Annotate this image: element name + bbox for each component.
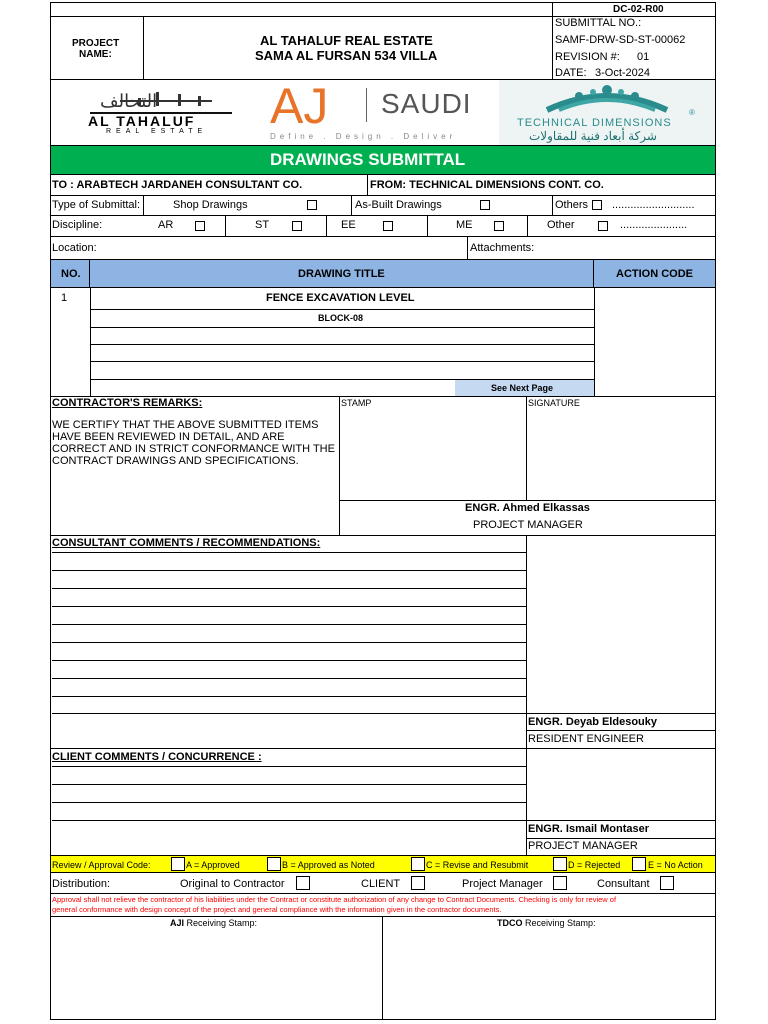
discipline-me-label: ME [456, 219, 473, 231]
dist-consultant-label: Consultant [597, 878, 650, 890]
discipline-other-label: Other [547, 219, 575, 231]
contractor-engineer-name: ENGR. Ahmed Elkassas [465, 502, 590, 514]
al-tahaluf-name: AL TAHALUF [88, 113, 196, 129]
tdco-label-bold: TDCO [497, 918, 523, 928]
client-line-3 [52, 802, 526, 803]
discipline-ar-label: AR [158, 219, 174, 231]
attachments-label: Attachments: [470, 242, 535, 254]
contractor-engineer-role: PROJECT MANAGER [473, 519, 583, 531]
discipline-other-checkbox[interactable] [598, 221, 608, 231]
to-from-divider [367, 174, 368, 196]
type-divider-3 [552, 195, 553, 216]
client-line-2 [52, 784, 526, 785]
table-row-line-3 [90, 344, 594, 345]
project-label-2: NAME: [79, 49, 112, 60]
client-line-4 [52, 820, 716, 821]
type-divider-1 [143, 195, 144, 216]
others-checkbox[interactable] [592, 200, 602, 210]
receiving-divider [382, 916, 383, 1020]
discipline-ee-checkbox[interactable] [383, 221, 393, 231]
disc-divider-4 [527, 215, 528, 237]
table-row-line-4 [90, 361, 594, 362]
page-title: DRAWINGS SUBMITTAL [270, 150, 466, 169]
table-row-no: 1 [61, 292, 68, 304]
disc-divider-1 [225, 215, 226, 237]
contractor-remarks-label: CONTRACTOR'S REMARKS: [52, 397, 203, 409]
date-label: DATE: [555, 67, 587, 79]
al-tahaluf-sub: REAL ESTATE [106, 128, 208, 135]
shop-drawings-checkbox[interactable] [307, 200, 317, 210]
al-tahaluf-arabic: التحالف [100, 91, 158, 111]
col-title-header: DRAWING TITLE [298, 268, 385, 280]
consultant-line-2 [52, 570, 526, 571]
table-row-line-1 [90, 309, 594, 310]
as-built-label: As-Built Drawings [355, 199, 442, 211]
type-divider-2 [351, 195, 352, 216]
revision-label: REVISION #: [555, 51, 620, 63]
consultant-line-8 [52, 678, 526, 679]
aj-logo-saudi: SAUDI [381, 88, 472, 119]
signature-label: SIGNATURE [528, 398, 580, 408]
td-logo-name: TECHNICAL DIMENSIONS [517, 117, 672, 129]
receiving-stamps-box [50, 916, 716, 1020]
disclaimer-line-1: Approval shall not relieve the contractor of his liabilities under the Contract or constitute authorization of any change to Contract Documents. Checking is only for review of [52, 895, 617, 904]
disclaimer-line-2: general conformance with design concept of the project and general compliance with the information given in the contractor documents. [52, 905, 502, 914]
aji-label-bold: AJI [170, 918, 185, 928]
project-label: PROJECT [72, 38, 120, 49]
tdco-label-rest: Receiving Stamp: [522, 918, 596, 928]
submittal-no-value: SAMF-DRW-SD-ST-00062 [555, 34, 686, 46]
consultant-comments-label: CONSULTANT COMMENTS / RECOMMENDATIONS: [52, 537, 321, 549]
consultant-role-line [526, 730, 716, 731]
location-divider [467, 236, 468, 260]
code-b-label: B = Approved as Noted [282, 860, 375, 870]
consultant-line-5 [52, 624, 526, 625]
submittal-info-divider [552, 16, 553, 80]
as-built-checkbox[interactable] [480, 200, 490, 210]
date-value: 3-Oct-2024 [595, 67, 651, 79]
code-e-label: E = No Action [648, 860, 703, 870]
client-engineer-name: ENGR. Ismail Montaser [528, 823, 650, 835]
dist-client-checkbox[interactable] [411, 876, 425, 890]
revision-value: 01 [637, 51, 650, 63]
document-code-divider [552, 2, 553, 17]
consultant-line-1 [52, 552, 526, 553]
discipline-label: Discipline: [52, 219, 103, 231]
to-recipient: TO : ARABTECH JARDANEH CONSULTANT CO. [52, 179, 303, 191]
consultant-engineer-role: RESIDENT ENGINEER [528, 733, 644, 745]
distribution-label: Distribution: [52, 878, 111, 890]
shop-drawings-label: Shop Drawings [173, 199, 248, 211]
td-logo-arabic: شركة أبعاد فنية للمقاولات [529, 129, 657, 143]
dist-original-label: Original to Contractor [180, 878, 285, 890]
table-row-subtitle: BLOCK-08 [318, 313, 364, 323]
dist-pm-checkbox[interactable] [553, 876, 567, 890]
location-row [50, 236, 716, 260]
consultant-line-9 [52, 696, 526, 697]
certification-line-4: CONTRACT DRAWINGS AND SPECIFICATIONS. [52, 455, 299, 467]
discipline-ee-label: EE [341, 219, 356, 231]
consultant-line-4 [52, 606, 526, 607]
certification-line-1: WE CERTIFY THAT THE ABOVE SUBMITTED ITEMS [52, 419, 319, 431]
contractor-divider-2 [526, 396, 527, 500]
code-d-label: D = Rejected [568, 860, 621, 870]
consultant-engineer-name: ENGR. Deyab Eldesouky [528, 716, 657, 728]
certification-line-2: HAVE BEEN REVIEWED IN DETAIL, AND ARE [52, 431, 285, 443]
project-label-divider [143, 16, 144, 80]
contractor-sign-line [339, 500, 716, 501]
others-dots: ........................... [612, 199, 695, 211]
location-label: Location: [52, 242, 97, 254]
stamp-label: STAMP [341, 398, 372, 408]
technical-dimensions-logo [499, 80, 715, 146]
al-tahaluf-logo [60, 84, 260, 140]
aj-logo-tagline: Define . Design . Deliver [270, 132, 457, 141]
code-a-label: A = Approved [186, 860, 240, 870]
discipline-me-checkbox[interactable] [494, 221, 504, 231]
dist-pm-label: Project Manager [462, 878, 543, 890]
client-line-1 [52, 766, 526, 767]
others-label: Others [555, 199, 589, 211]
submittal-no-label: SUBMITTAL NO.: [555, 17, 642, 29]
col-no-header: NO. [61, 268, 81, 280]
consultant-divider [526, 535, 527, 749]
client-divider [526, 748, 527, 856]
client-role-line [526, 838, 716, 839]
from-sender: FROM: TECHNICAL DIMENSIONS CONT. CO. [370, 179, 604, 191]
consultant-line-10 [52, 713, 716, 714]
certification-line-3: CORRECT AND IN STRICT CONFORMANCE WITH THE [52, 443, 335, 455]
aj-logo-divider [366, 88, 367, 122]
disc-divider-2 [326, 215, 327, 237]
client-comments-label: CLIENT COMMENTS / CONCURRENCE : [52, 751, 262, 763]
disc-divider-3 [427, 215, 428, 237]
review-code-label: Review / Approval Code: [52, 860, 151, 870]
discipline-other-dots: ...................... [620, 219, 688, 231]
tdco-receiving-stamp-label [497, 917, 596, 930]
see-next-page[interactable]: See Next Page [491, 383, 554, 393]
table-row-line-2 [90, 327, 594, 328]
code-c-label: C = Revise and Resubmit [426, 860, 529, 870]
col-action-header: ACTION CODE [616, 268, 693, 280]
dist-consultant-checkbox[interactable] [660, 876, 674, 890]
discipline-st-label: ST [255, 219, 270, 231]
aji-receiving-stamp-label [170, 917, 257, 930]
aj-saudi-logo [268, 80, 496, 144]
dist-original-checkbox[interactable] [296, 876, 310, 890]
code-e-checkbox[interactable] [632, 857, 646, 871]
code-d-checkbox[interactable] [553, 857, 567, 871]
code-b-checkbox[interactable] [267, 857, 281, 871]
consultant-line-3 [52, 588, 526, 589]
aj-logo-mark: AJ [270, 78, 329, 134]
dist-client-label: CLIENT [361, 878, 401, 890]
client-engineer-role: PROJECT MANAGER [528, 840, 638, 852]
table-row-title: FENCE EXCAVATION LEVEL [266, 292, 415, 304]
project-name-line1: AL TAHALUF REAL ESTATE [260, 33, 433, 48]
discipline-ar-checkbox[interactable] [195, 221, 205, 231]
type-of-submittal-label: Type of Submittal: [52, 199, 141, 211]
consultant-line-7 [52, 660, 526, 661]
document-code: DC-02-R00 [613, 4, 664, 15]
discipline-st-checkbox[interactable] [292, 221, 302, 231]
td-logo-reg: ® [689, 108, 695, 117]
table-col-divider-2 [594, 288, 595, 396]
code-c-checkbox[interactable] [411, 857, 425, 871]
contractor-divider-1 [339, 396, 340, 536]
code-a-checkbox[interactable] [171, 857, 185, 871]
project-name-line2: SAMA AL FURSAN 534 VILLA [255, 48, 438, 63]
consultant-line-6 [52, 642, 526, 643]
aji-label-rest: Receiving Stamp: [184, 918, 258, 928]
